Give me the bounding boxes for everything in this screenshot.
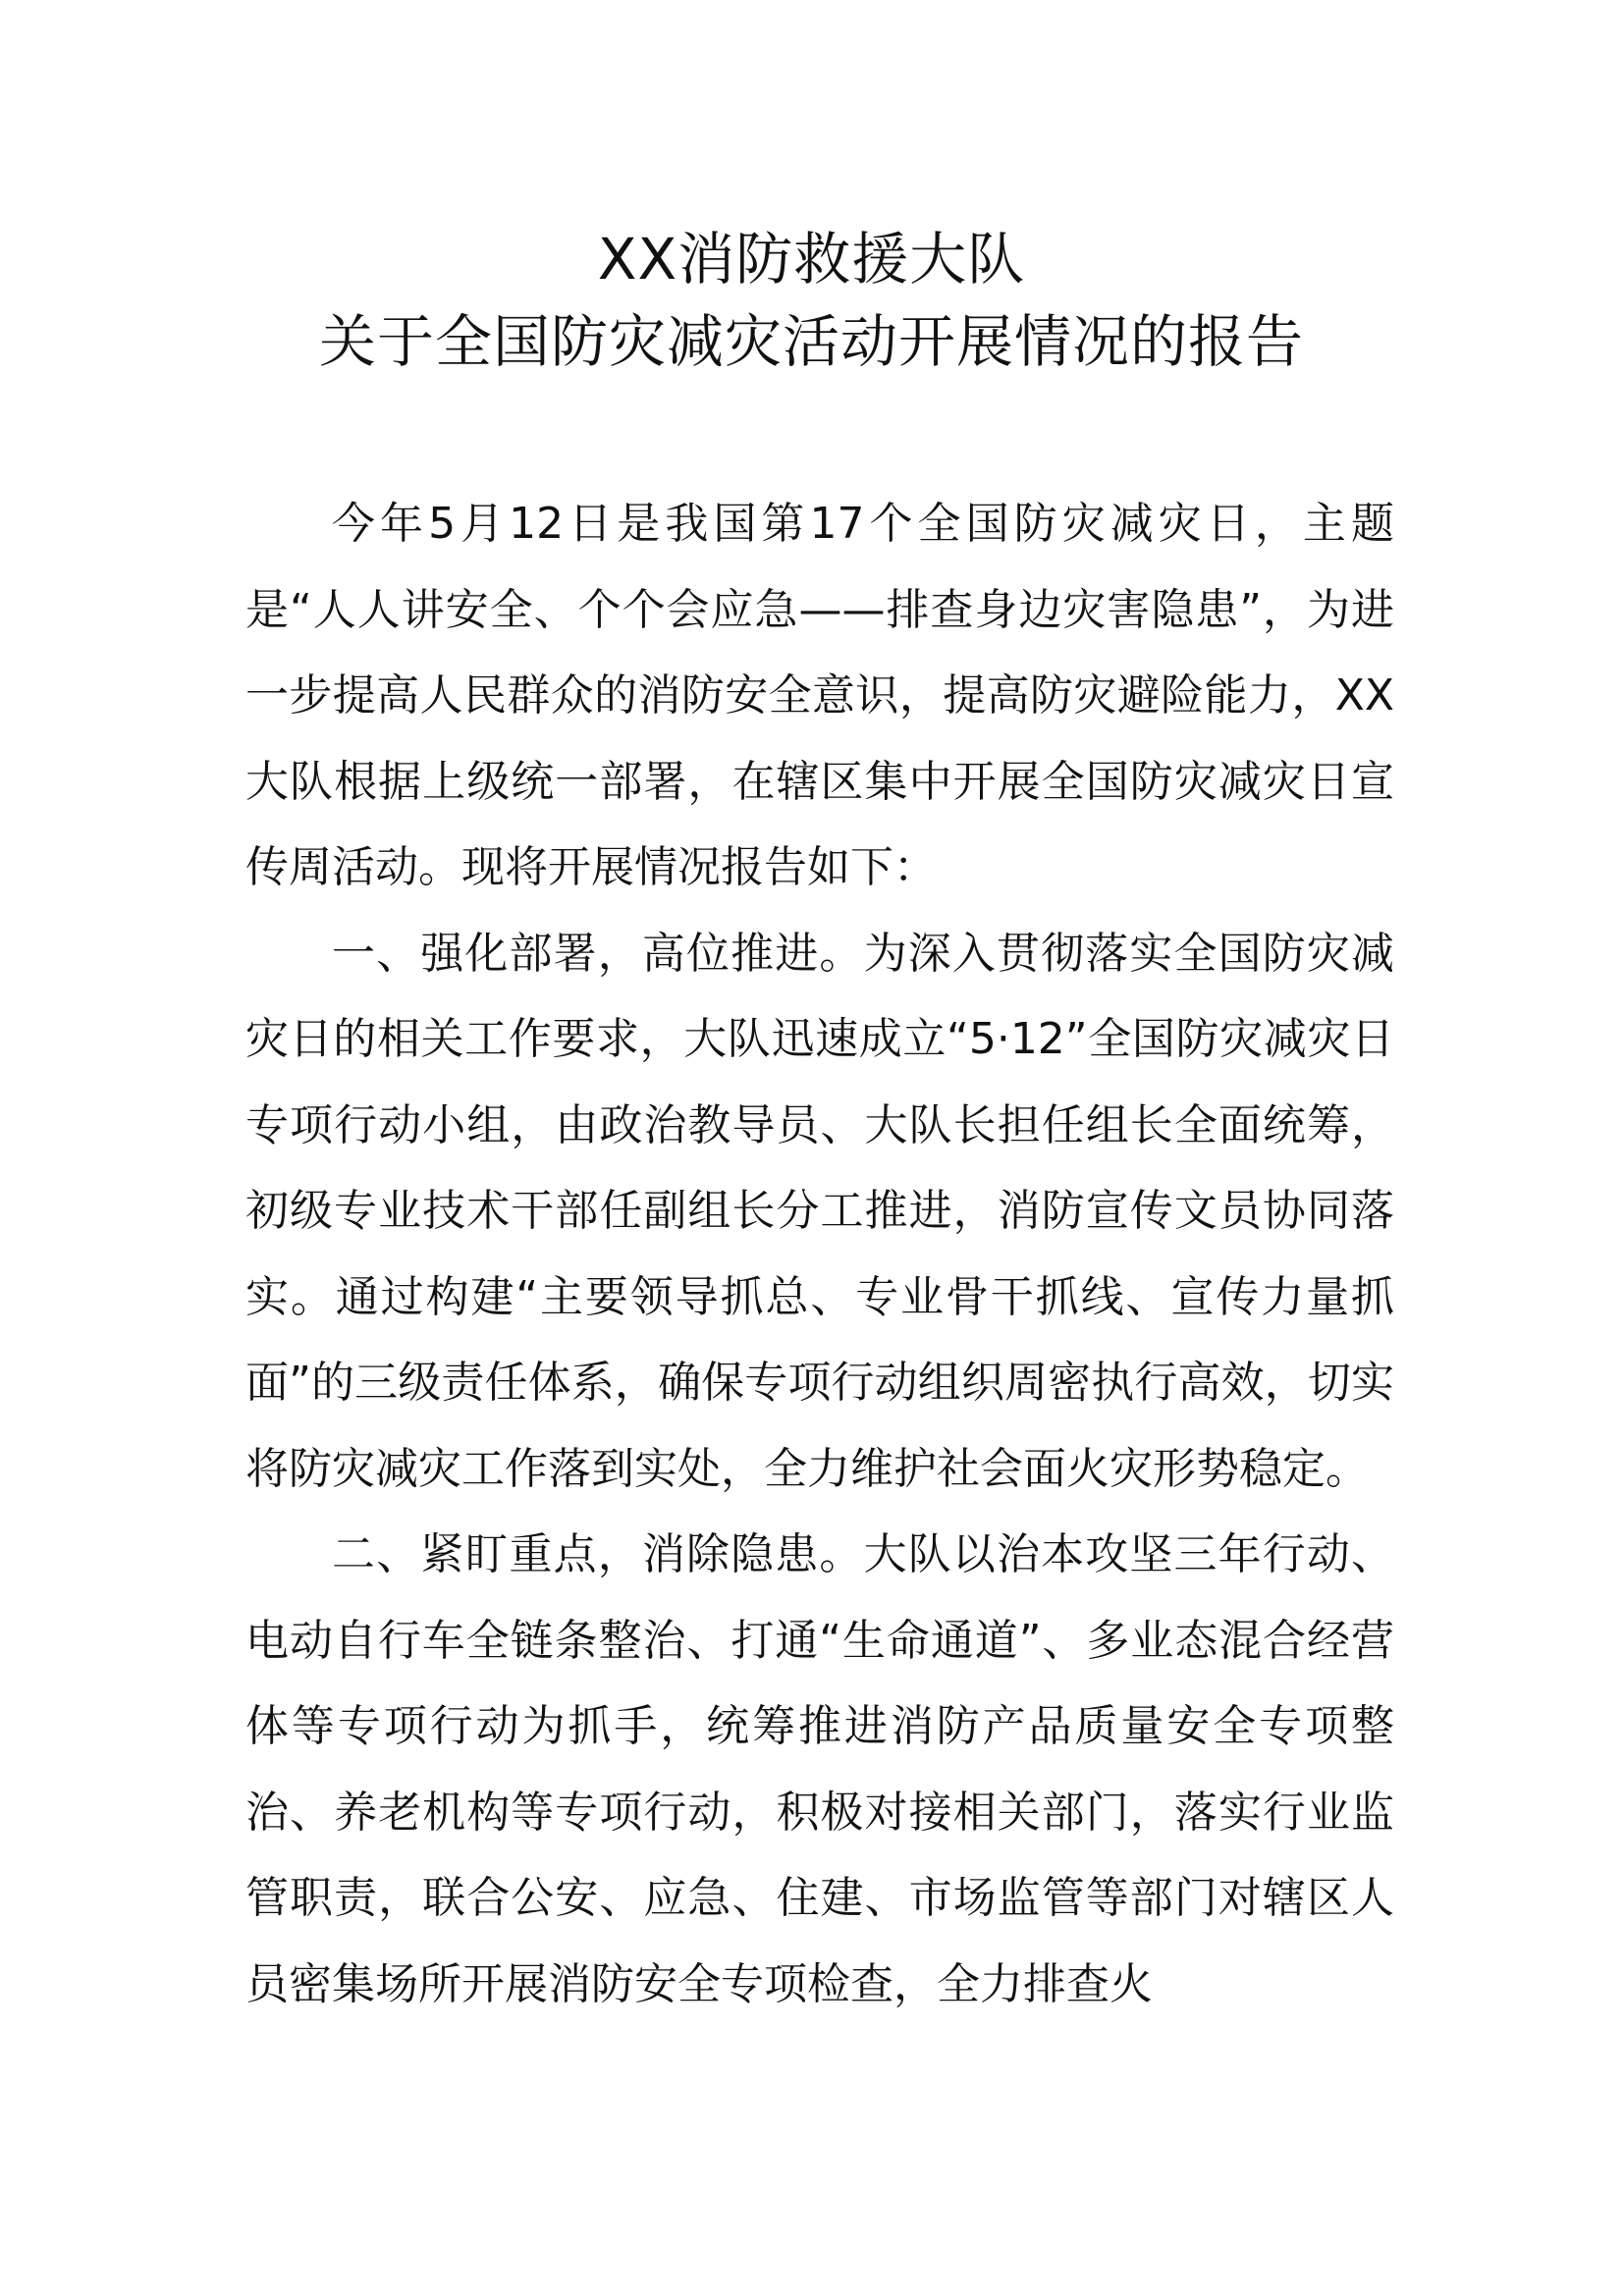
document-body: [245, 481, 1394, 2027]
paragraph-section-1: 一、强化部署，高位推进。为深入贯彻落实全国防灾减灾日的相关工作要求，大队迅速成立“5·12”全国防灾减灾日专项行动小组，由政治教导员、大队长担任组长全面统筹，初级专业技术干部任副组长分工推进，消防宣传文员协同落实。通过构建“主要领导抓总、专业骨干抓线、宣传力量抓面”的三级责任体系，确保专项行动组织周密执行高效，切实将防灾减灾工作落到实处，全力维护社会面火灾形势稳定。: [245, 928, 1394, 1494]
paragraph-section-2: 二、紧盯重点，消除隐患。大队以治本攻坚三年行动、电动自行车全链条整治、打通“生命通道”、多业态混合经营体等专项行动为抓手，统筹推进消防产品质量安全专项整治、养老机构等专项行动，积极对接相关部门，落实行业监管职责，联合公安、应急、住建、市场监管等部门对辖区人员密集场所开展消防安全专项检查，全力排查火: [245, 1529, 1394, 2009]
paragraph-intro: 今年5月12日是我国第17个全国防灾减灾日，主题是“人人讲安全、个个会应急——排查身边灾害隐患”，为进一步提高人民群众的消防安全意识，提高防灾避险能力，XX大队根据上级统一部署，在辖区集中开展全国防灾减灾日宣传周活动。现将开展情况报告如下：: [245, 499, 1394, 892]
title-line-2: 关于全国防灾减灾活动开展情况的报告: [318, 308, 1304, 375]
document-title: [0, 218, 1623, 383]
title-line-1: XX消防救援大队: [597, 226, 1026, 293]
